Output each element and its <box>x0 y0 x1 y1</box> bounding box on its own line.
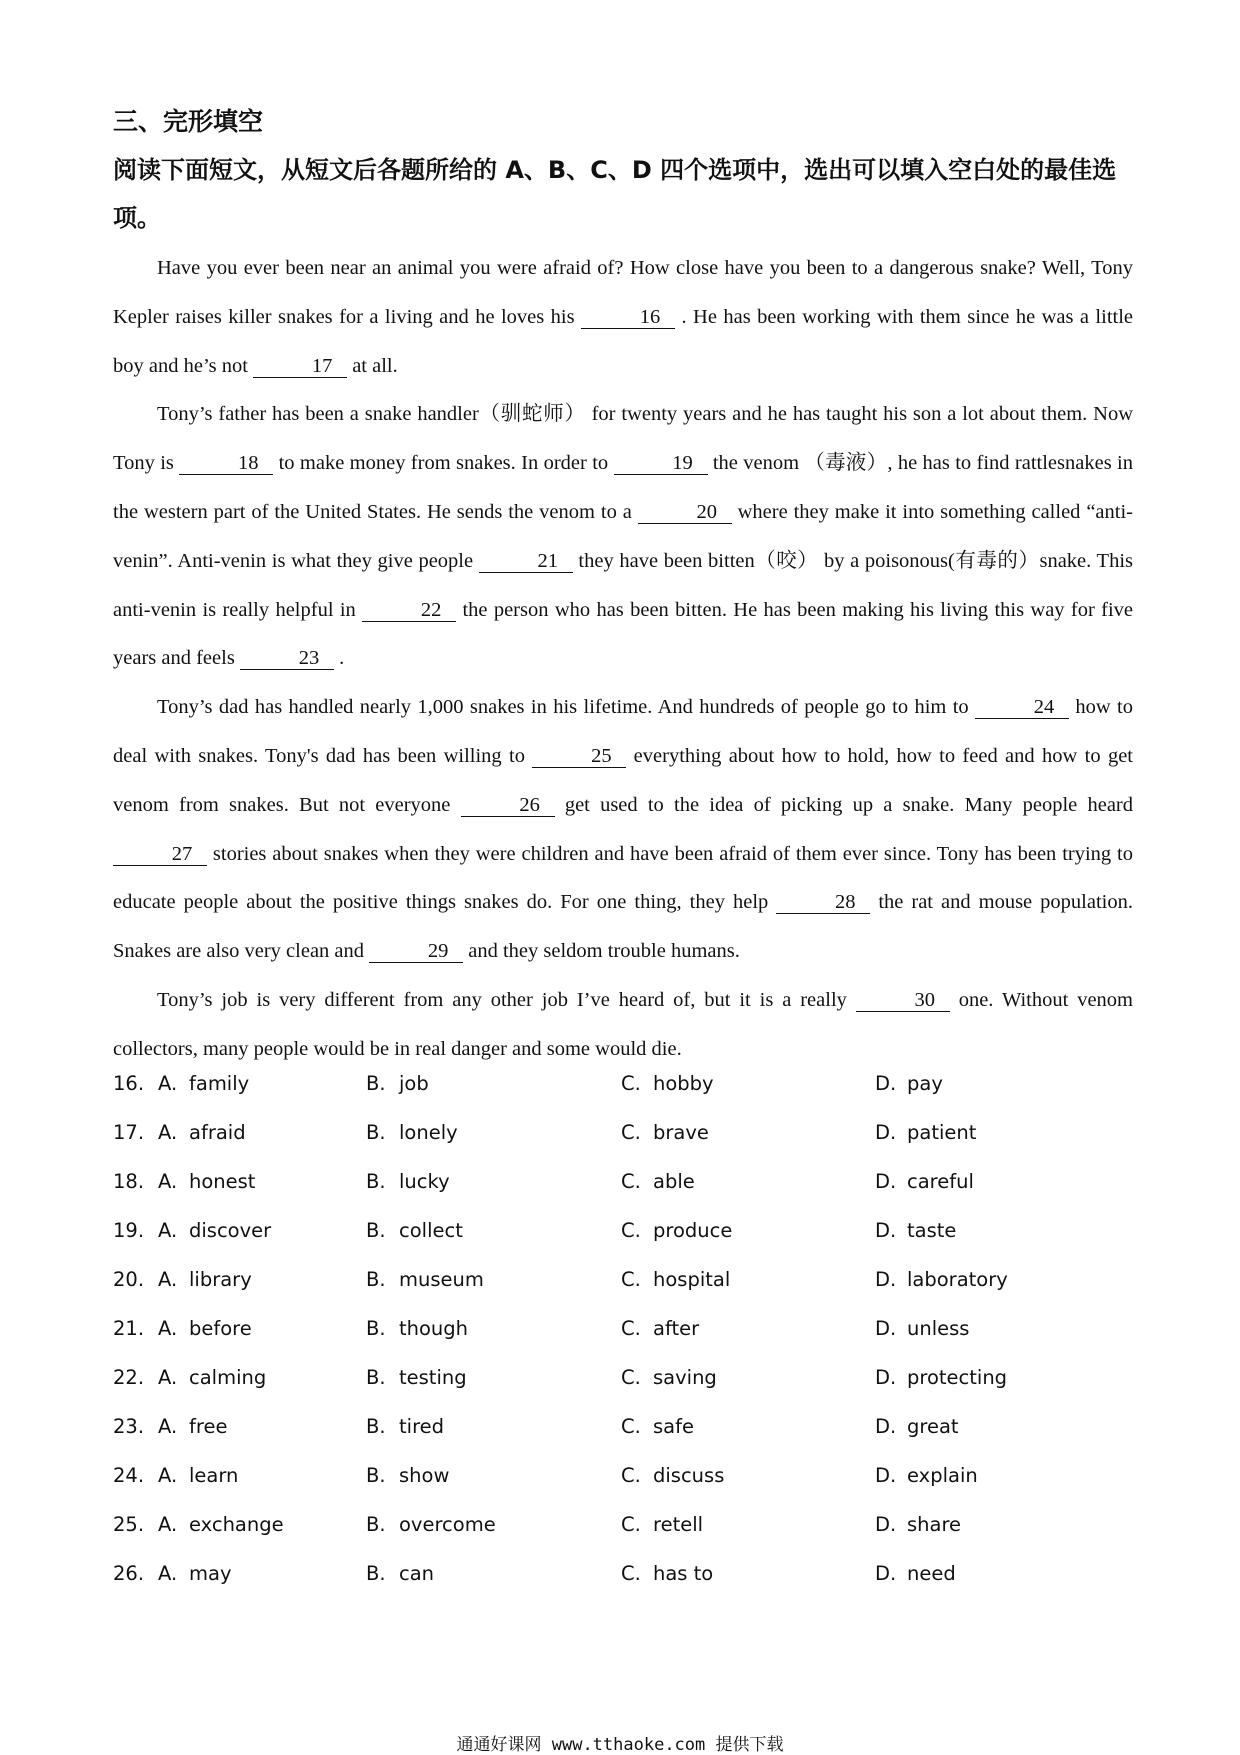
question-number: 24. <box>113 1464 145 1487</box>
option-b: show <box>399 1464 450 1487</box>
option-letter-c: C. <box>621 1415 641 1438</box>
option-b: though <box>399 1317 469 1340</box>
option-b: can <box>399 1562 435 1585</box>
option-a: honest <box>189 1170 256 1193</box>
option-b: testing <box>399 1366 467 1389</box>
question-number: 23. <box>113 1415 145 1438</box>
option-letter-a: A. <box>158 1464 178 1487</box>
blank-28: 28 <box>776 891 870 914</box>
option-a: exchange <box>189 1513 284 1536</box>
option-letter-c: C. <box>621 1072 641 1095</box>
option-c: hobby <box>653 1072 714 1095</box>
option-letter-b: B. <box>366 1562 386 1585</box>
blank-20: 20 <box>638 501 732 524</box>
question-row <box>113 1317 1133 1366</box>
cloze-passage <box>113 244 1133 1074</box>
option-a: library <box>189 1268 252 1291</box>
option-letter-a: A. <box>158 1415 178 1438</box>
question-row <box>113 1562 1133 1611</box>
option-letter-c: C. <box>621 1366 641 1389</box>
option-b: lonely <box>399 1121 458 1144</box>
blank-17: 17 <box>253 355 347 378</box>
question-number: 26. <box>113 1562 145 1585</box>
option-letter-a: A. <box>158 1317 178 1340</box>
option-letter-a: A. <box>158 1072 178 1095</box>
question-row <box>113 1415 1133 1464</box>
question-number: 19. <box>113 1219 145 1242</box>
option-letter-d: D. <box>875 1121 897 1144</box>
option-letter-b: B. <box>366 1268 386 1291</box>
option-d: unless <box>907 1317 970 1340</box>
option-letter-a: A. <box>158 1366 178 1389</box>
option-a: learn <box>189 1464 239 1487</box>
option-b: overcome <box>399 1513 496 1536</box>
option-d: need <box>907 1562 956 1585</box>
option-letter-a: A. <box>158 1268 178 1291</box>
option-c: saving <box>653 1366 717 1389</box>
blank-21: 21 <box>479 550 573 573</box>
option-a: family <box>189 1072 250 1095</box>
option-letter-b: B. <box>366 1415 386 1438</box>
option-letter-c: C. <box>621 1562 641 1585</box>
option-letter-c: C. <box>621 1513 641 1536</box>
option-letter-c: C. <box>621 1170 641 1193</box>
option-letter-b: B. <box>366 1219 386 1242</box>
option-letter-d: D. <box>875 1219 897 1242</box>
option-d: share <box>907 1513 962 1536</box>
question-row <box>113 1513 1133 1562</box>
question-number: 21. <box>113 1317 145 1340</box>
option-a: afraid <box>189 1121 246 1144</box>
option-d: protecting <box>907 1366 1008 1389</box>
option-a: discover <box>189 1219 272 1242</box>
option-letter-a: A. <box>158 1121 178 1144</box>
option-c: safe <box>653 1415 694 1438</box>
option-c: has to <box>653 1562 714 1585</box>
instructions: 阅读下面短文，从短文后各题所给的 A、B、C、D 四个选项中，选出可以填入空白处的最佳选项。 <box>113 156 1117 232</box>
option-c: hospital <box>653 1268 731 1291</box>
question-row <box>113 1170 1133 1219</box>
option-letter-b: B. <box>366 1170 386 1193</box>
option-letter-b: B. <box>366 1513 386 1536</box>
question-row <box>113 1464 1133 1513</box>
option-c: produce <box>653 1219 733 1242</box>
option-letter-d: D. <box>875 1415 897 1438</box>
option-b: lucky <box>399 1170 450 1193</box>
option-letter-a: A. <box>158 1170 178 1193</box>
option-letter-b: B. <box>366 1366 386 1389</box>
option-b: museum <box>399 1268 484 1291</box>
blank-24: 24 <box>975 696 1069 719</box>
option-letter-c: C. <box>621 1121 641 1144</box>
passage-paragraph-2: Tony’s father has been a snake handler（驯蛇师） for twenty years and he has taught his son a lot about them. Now Tony is 18 to make money from snakes. In order to 19 the venom （毒液）, he has to find rattlesnakes in the western part of the United States. He sends the venom to a 20 where they make it into something called “anti-venin”. Anti-venin is what they give people 21 they have been bitten（咬） by a poisonous(有毒的）snake. This anti-venin is really helpful in 22 the person who has been bitten. He has been making his living this way for five years and feels 23 . <box>113 403 1134 670</box>
question-row <box>113 1072 1133 1121</box>
blank-23: 23 <box>240 647 334 670</box>
option-letter-c: C. <box>621 1268 641 1291</box>
option-c: after <box>653 1317 700 1340</box>
question-row <box>113 1366 1133 1415</box>
question-number: 22. <box>113 1366 145 1389</box>
option-letter-b: B. <box>366 1072 386 1095</box>
answer-options <box>113 1072 1133 1611</box>
passage-paragraph-1: Have you ever been near an animal you were afraid of? How close have you been to a dangerous snake? Well, Tony Kepler raises killer snakes for a living and he loves his 16 . He has been working with them since he was a little boy and he’s not 17 at all. <box>113 257 1133 377</box>
blank-25: 25 <box>532 745 626 768</box>
option-letter-c: C. <box>621 1219 641 1242</box>
question-number: 18. <box>113 1170 145 1193</box>
question-row <box>113 1121 1133 1170</box>
option-b: collect <box>399 1219 463 1242</box>
blank-27: 27 <box>113 843 207 866</box>
option-letter-d: D. <box>875 1268 897 1291</box>
blank-26: 26 <box>461 794 555 817</box>
option-d: explain <box>907 1464 978 1487</box>
option-letter-b: B. <box>366 1121 386 1144</box>
option-letter-d: D. <box>875 1464 897 1487</box>
option-d: pay <box>907 1072 943 1095</box>
blank-22: 22 <box>362 599 456 622</box>
option-letter-d: D. <box>875 1513 897 1536</box>
section-title: 三、完形填空 <box>113 107 264 136</box>
option-letter-d: D. <box>875 1170 897 1193</box>
option-letter-a: A. <box>158 1219 178 1242</box>
option-b: tired <box>399 1415 445 1438</box>
blank-19: 19 <box>614 452 708 475</box>
option-a: calming <box>189 1366 267 1389</box>
option-c: able <box>653 1170 695 1193</box>
option-d: patient <box>907 1121 977 1144</box>
passage-paragraph-4: Tony’s job is very different from any other job I’ve heard of, but it is a really 30 one. Without venom collectors, many people would be in real danger and some would die. <box>113 988 1134 1060</box>
option-letter-d: D. <box>875 1562 897 1585</box>
question-number: 16. <box>113 1072 145 1095</box>
option-letter-b: B. <box>366 1317 386 1340</box>
question-number: 20. <box>113 1268 145 1291</box>
option-letter-c: C. <box>621 1317 641 1340</box>
question-row <box>113 1219 1133 1268</box>
option-a: free <box>189 1415 228 1438</box>
question-number: 25. <box>113 1513 145 1536</box>
option-letter-a: A. <box>158 1562 178 1585</box>
option-c: brave <box>653 1121 709 1144</box>
blank-16: 16 <box>581 306 675 329</box>
option-letter-b: B. <box>366 1464 386 1487</box>
passage-paragraph-3: Tony’s dad has handled nearly 1,000 snakes in his lifetime. And hundreds of people go to him to 24 how to deal with snakes. Tony's dad has been willing to 25 everything about how to hold, how to feed and how to get venom from snakes. But not everyone 26 get used to the idea of picking up a snake. Many people heard 27 stories about snakes when they were children and have been afraid of them ever since. Tony has been trying to educate people about the positive things snakes do. For one thing, they help 28 the rat and mouse population. Snakes are also very clean and 29 and they seldom trouble humans. <box>113 696 1134 963</box>
option-c: retell <box>653 1513 704 1536</box>
option-a: before <box>189 1317 252 1340</box>
blank-30: 30 <box>856 989 950 1012</box>
option-c: discuss <box>653 1464 725 1487</box>
option-d: laboratory <box>907 1268 1008 1291</box>
option-letter-c: C. <box>621 1464 641 1487</box>
question-row <box>113 1268 1133 1317</box>
blank-18: 18 <box>179 452 273 475</box>
footer-watermark: 通通好课网 www.tthaoke.com 提供下载 <box>456 1735 784 1755</box>
option-b: job <box>399 1072 429 1095</box>
option-a: may <box>189 1562 232 1585</box>
blank-29: 29 <box>369 940 463 963</box>
option-d: taste <box>907 1219 957 1242</box>
option-letter-d: D. <box>875 1072 897 1095</box>
option-letter-d: D. <box>875 1317 897 1340</box>
option-d: careful <box>907 1170 974 1193</box>
option-letter-a: A. <box>158 1513 178 1536</box>
question-number: 17. <box>113 1121 145 1144</box>
option-d: great <box>907 1415 959 1438</box>
option-letter-d: D. <box>875 1366 897 1389</box>
